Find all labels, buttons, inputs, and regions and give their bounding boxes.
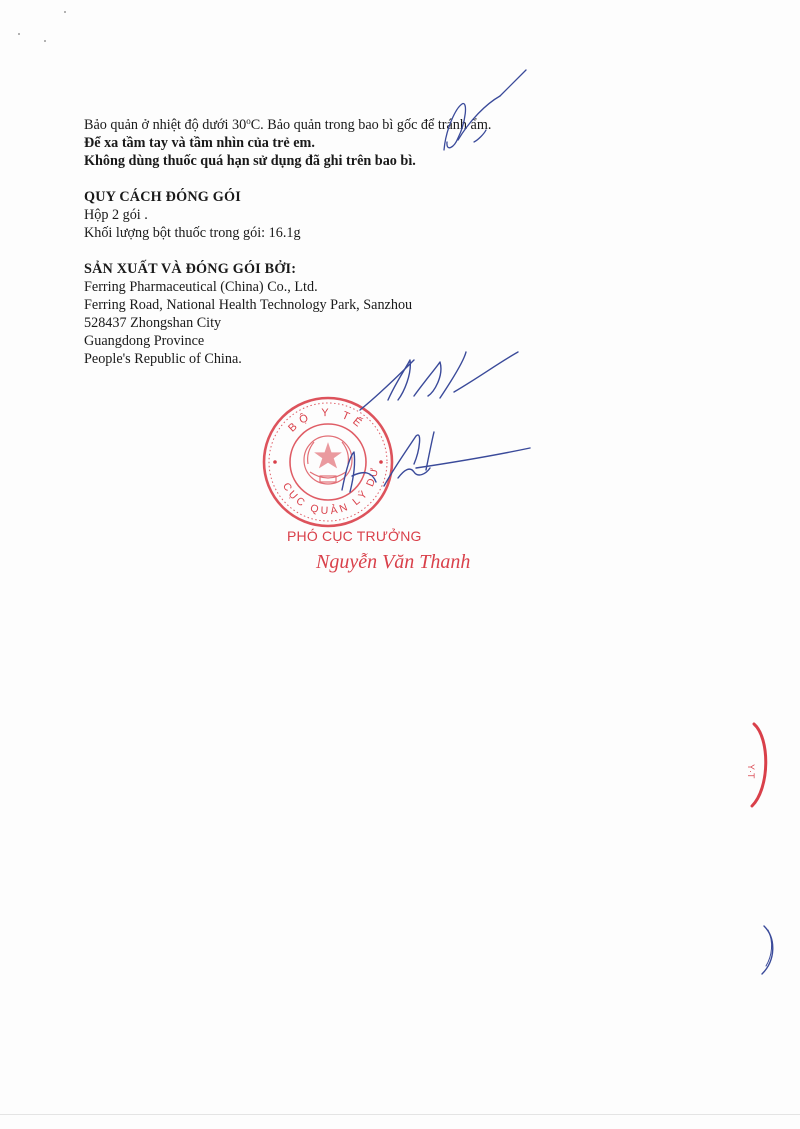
manufacturer-heading: SẢN XUẤT VÀ ĐÓNG GÓI BỞI: xyxy=(84,261,297,277)
packaging-line: Hộp 2 gói . xyxy=(84,207,148,223)
scan-speck xyxy=(64,11,66,13)
packaging-heading: QUY CÁCH ĐÓNG GÓI xyxy=(84,189,241,205)
packaging-line: Khối lượng bột thuốc trong gói: 16.1g xyxy=(84,225,301,241)
page-bottom-edge xyxy=(0,1114,800,1115)
storage-temperature-line: Bảo quản ở nhiệt độ dưới 30$^o$C. Bảo quản trong bao bì gốc để tránh ẩm. xyxy=(84,116,492,133)
document-body xyxy=(84,116,724,368)
national-emblem-icon xyxy=(304,436,352,484)
manufacturer-line: Ferring Pharmaceutical (China) Co., Ltd. xyxy=(84,279,318,295)
keep-away-children-line: Để xa tầm tay và tầm nhìn của trẻ em. xyxy=(84,135,315,151)
manufacturer-line: People's Republic of China. xyxy=(84,351,242,367)
official-seal-graphic xyxy=(258,392,398,532)
seal-top-text: BỘ Y TẾ xyxy=(286,406,368,435)
page-edge-seal-mark xyxy=(740,720,780,810)
scan-speck xyxy=(18,33,20,35)
page-edge-signature-mark xyxy=(756,920,780,980)
vice-director-title: PHÓ CỤC TRƯỞNG xyxy=(287,528,422,544)
manufacturer-line: Guangdong Province xyxy=(84,333,205,349)
scan-speck xyxy=(44,40,46,42)
svg-text:Y·T: Y·T xyxy=(746,764,756,779)
seal-bottom-text: CỤC QUẢN LÝ DƯ xyxy=(279,464,382,518)
manufacturer-line: Ferring Road, National Health Technology Park, Sanzhou xyxy=(84,297,413,313)
official-seal xyxy=(258,392,398,532)
manufacturer-line: 528437 Zhongshan City xyxy=(84,315,222,331)
official-name: Nguyễn Văn Thanh xyxy=(316,551,471,573)
expiry-warning-line: Không dùng thuốc quá hạn sử dụng đã ghi trên bao bì. xyxy=(84,153,416,169)
